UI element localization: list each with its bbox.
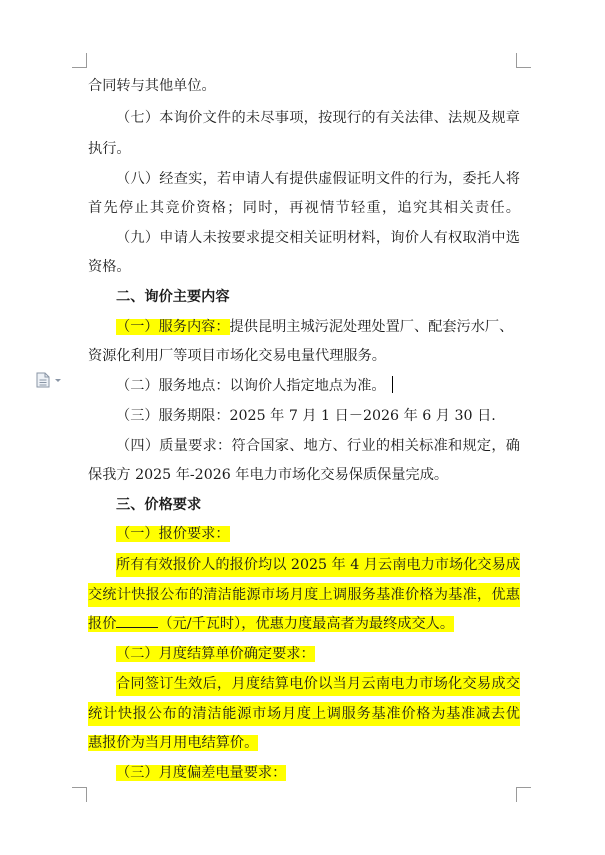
paragraph-line (116, 374, 520, 398)
paragraph-line: （七）本询价文件的未尽事项，按现行的有关法律、法规及规章 (116, 110, 520, 126)
price-blank-field[interactable] (116, 613, 158, 628)
paragraph-line (116, 642, 520, 666)
document-icon[interactable] (34, 372, 64, 388)
paragraph-line (116, 315, 520, 339)
crop-mark-top-left (72, 53, 87, 68)
paragraph-line: 资格。 (88, 259, 131, 275)
paragraph-line: 合同转与其他单位。 (88, 78, 216, 94)
highlighted-text: 所有有效报价人的报价均以 2025 年 4 月云南电力市场化交易成 (116, 553, 520, 577)
paragraph-line: 资源化利用厂等项目市场化交易电量代理服务。 (88, 348, 386, 364)
paragraph-text: （二）服务地点：以询价人指定地点为准。 (116, 378, 386, 394)
highlighted-text (88, 616, 454, 632)
highlighted-text: 合同签订生效后，月度结算电价以当月云南电力市场化交易成交 (116, 672, 520, 696)
paragraph-line: （九）申请人未按要求提交相关证明材料，询价人有权取消中选 (116, 230, 520, 246)
paragraph-line: （三）服务期限：2025 年 7 月 1 日－2026 年 6 月 30 日. (116, 408, 496, 424)
crop-mark-bottom-left (72, 787, 87, 802)
text-cursor (392, 376, 394, 393)
section-heading: 三、价格要求 (116, 497, 202, 513)
paragraph-line (88, 612, 520, 636)
highlighted-text: （一）报价要求： (116, 526, 230, 542)
highlighted-text: （一）服务内容： (116, 319, 230, 335)
paragraph-line (116, 522, 520, 546)
chevron-down-icon (55, 379, 61, 382)
crop-mark-top-right (516, 53, 531, 68)
highlighted-text: （二）月度结算单价确定要求： (116, 646, 315, 662)
price-label: 报价 (88, 616, 117, 632)
crop-mark-bottom-right (516, 787, 531, 802)
paragraph-line: （四）质量要求：符合国家、地方、行业的相关标准和规定，确 (116, 438, 520, 454)
paragraph-text: 提供昆明主城污泥处理处置厂、配套污水厂、 (229, 319, 514, 335)
price-unit-text: （元/千瓦时），优惠力度最高者为最终成交人。 (158, 616, 455, 632)
highlighted-text: 统计快报公布的清洁能源市场月度上调服务基准价格为基准减去优 (88, 702, 520, 726)
section-heading: 二、询价主要内容 (116, 289, 230, 305)
highlighted-text: 交统计快报公布的清洁能源市场月度上调服务基准价格为基准，优惠 (88, 583, 520, 607)
paragraph-line: 执行。 (88, 141, 131, 157)
paragraph-line: 首先停止其竞价资格；同时，再视情节轻重，追究其相关责任。 (88, 200, 520, 216)
paragraph-line: 保我方 2025 年-2026 年电力市场化交易保质保量完成。 (88, 467, 449, 483)
paragraph-line (88, 731, 520, 755)
paragraph-line: （八）经查实，若申请人有提供虚假证明文件的行为，委托人将 (116, 171, 520, 187)
paragraph-line (116, 761, 520, 785)
highlighted-text: （三）月度偏差电量要求： (116, 765, 287, 781)
highlighted-text: 惠报价为当月用电结算价。 (88, 735, 259, 751)
